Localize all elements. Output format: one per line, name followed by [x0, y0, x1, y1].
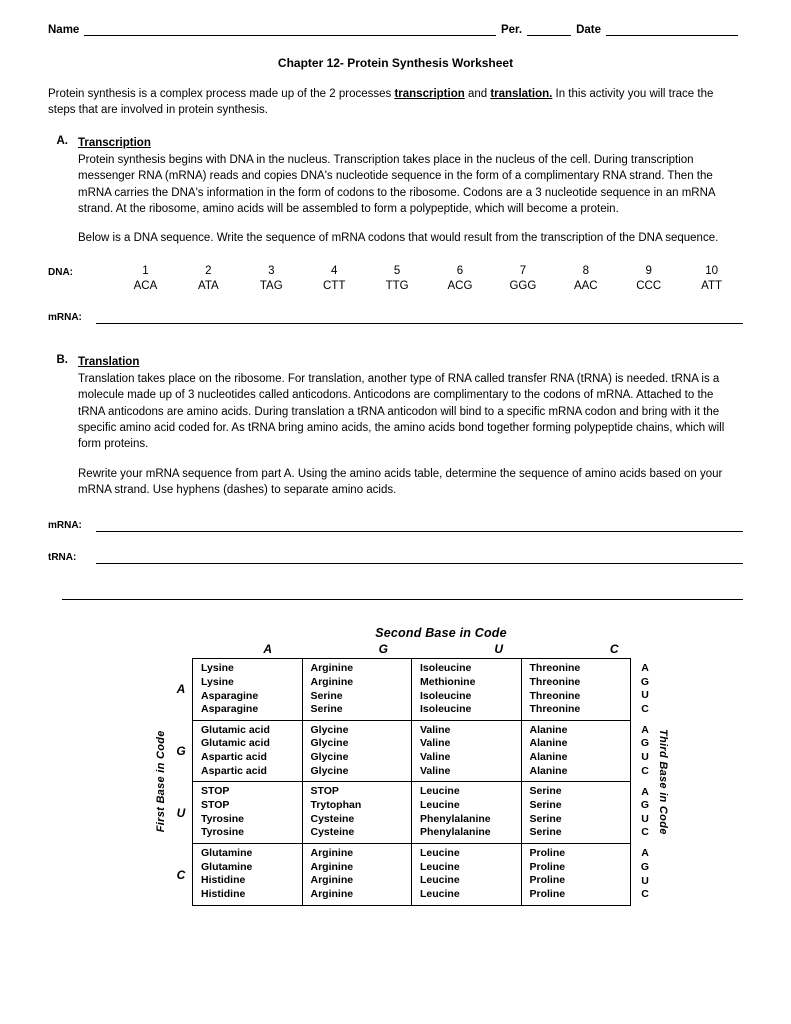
- amino-acid: Cysteine: [310, 826, 355, 839]
- amino-acid: Arginine: [310, 860, 354, 873]
- codon-row-group: [193, 844, 630, 905]
- dna-number: 10: [705, 264, 718, 277]
- amino-acid: Aspartic acid: [201, 764, 267, 777]
- amino-acid: Serine: [529, 826, 562, 839]
- dna-number: 9: [645, 264, 652, 277]
- amino-acid: Threonine: [529, 675, 581, 688]
- amino-acid: Leucine: [420, 860, 460, 873]
- third-base-letter: G: [640, 799, 650, 812]
- intro-conjunction: and: [464, 88, 491, 100]
- column-header: U: [494, 642, 504, 657]
- amino-acid: Serine: [310, 703, 343, 716]
- dna-codon: CTT: [322, 279, 346, 292]
- dna-number: 1: [142, 264, 149, 277]
- amino-acid: Asparagine: [201, 703, 259, 716]
- amino-acid: Serine: [529, 799, 562, 812]
- date-write-line[interactable]: [606, 24, 738, 36]
- dna-column: [303, 265, 366, 292]
- third-base-group: [636, 720, 654, 782]
- amino-acid: Serine: [529, 812, 562, 825]
- third-base-group: [636, 844, 654, 906]
- amino-acid: Arginine: [310, 662, 354, 675]
- dna-column: [177, 265, 240, 292]
- term-translation: translation.: [490, 88, 553, 100]
- section-translation: [48, 354, 743, 499]
- dna-column: [491, 265, 554, 292]
- third-base-letter: G: [640, 675, 650, 688]
- amino-acid: STOP: [310, 785, 339, 798]
- section-a-letter: A.: [56, 134, 68, 147]
- dna-column: [240, 265, 303, 292]
- intro-text-part1: Protein synthesis is a complex process made up of the 2 processes: [48, 88, 395, 100]
- amino-acid: Alanine: [529, 723, 568, 736]
- date-label: Date: [576, 24, 601, 36]
- codon-grid: [192, 658, 631, 905]
- amino-acid: Trytophan: [310, 799, 362, 812]
- third-base-group: [636, 782, 654, 844]
- amino-acid: Alanine: [529, 764, 568, 777]
- codon-cell: [303, 721, 413, 782]
- column-header: C: [609, 642, 619, 657]
- amino-acid: Isoleucine: [420, 703, 472, 716]
- dna-codon: ATT: [701, 279, 723, 292]
- mrna-write-line-a[interactable]: [96, 310, 743, 324]
- amino-acid: Glutamine: [201, 860, 253, 873]
- dna-sequence-block: [48, 265, 743, 292]
- header-row: [48, 24, 743, 36]
- amino-acid: Valine: [420, 737, 451, 750]
- amino-acid: STOP: [201, 799, 230, 812]
- amino-acid: Threonine: [529, 662, 581, 675]
- codon-cell: [193, 782, 303, 843]
- third-base-letter: U: [641, 750, 649, 763]
- amino-acid-codon-chart: [48, 626, 743, 946]
- codon-cell: [193, 844, 303, 905]
- amino-acid: Cysteine: [310, 812, 355, 825]
- amino-acid: Phenylalanine: [420, 812, 491, 825]
- third-base-letter: U: [641, 689, 649, 702]
- second-base-title: Second Base in Code: [375, 626, 507, 641]
- third-base-letter: A: [641, 723, 649, 736]
- amino-acid: Threonine: [529, 703, 581, 716]
- section-transcription: [48, 135, 743, 247]
- amino-acid: Glutamic acid: [201, 737, 270, 750]
- amino-acid: Glycine: [310, 723, 349, 736]
- third-base-letter: U: [641, 874, 649, 887]
- amino-acid: Isoleucine: [420, 662, 472, 675]
- amino-acid: Histidine: [201, 887, 246, 900]
- amino-acid: Tyrosine: [201, 826, 244, 839]
- codon-cell: [522, 659, 631, 720]
- first-base-letter: C: [176, 867, 186, 882]
- dna-columns: [96, 265, 743, 292]
- column-header: A: [263, 642, 273, 657]
- amino-acid: Arginine: [310, 846, 354, 859]
- codon-cell: [193, 659, 303, 720]
- amino-acid: Arginine: [310, 887, 354, 900]
- amino-acid: Alanine: [529, 737, 568, 750]
- dna-number: 2: [205, 264, 212, 277]
- amino-acid: Glycine: [310, 764, 349, 777]
- amino-acid: Tyrosine: [201, 812, 244, 825]
- dna-codon: ATA: [198, 279, 219, 292]
- third-base-letter: U: [641, 812, 649, 825]
- amino-acid: Serine: [529, 785, 562, 798]
- amino-acid: Alanine: [529, 751, 568, 764]
- codon-row-group: [193, 659, 630, 721]
- dna-codon: TAG: [259, 279, 283, 292]
- amino-acid: Histidine: [201, 874, 246, 887]
- dna-number: 3: [268, 264, 275, 277]
- amino-acid: Leucine: [420, 799, 460, 812]
- codon-cell: [412, 782, 522, 843]
- amino-acid: Leucine: [420, 785, 460, 798]
- amino-acid: Lysine: [201, 675, 234, 688]
- codon-cell: [303, 782, 413, 843]
- amino-acid: Leucine: [420, 874, 460, 887]
- codon-cell: [522, 721, 631, 782]
- codon-cell: [303, 844, 413, 905]
- first-base-letter: U: [176, 805, 186, 820]
- amino-acid: Valine: [420, 751, 451, 764]
- section-b-letter: B.: [56, 353, 68, 366]
- first-base-letter: A: [176, 682, 186, 697]
- section-a-paragraph-1: Protein synthesis begins with DNA in the nucleus. Transcription takes place in the nucleus of the cell. During transcription messenger RNA (mRNA) reads and copies DNA's nucleotide sequence in the form of a complimentary RNA strand. Then the mRNA carries the DNA's information in the form of codons to the ribosome. Codons are a 3 nucleotide sequence in an mRNA strand. At the ribosome, amino acids will be assembled to form a polypeptide, which will become a protein.: [78, 153, 715, 215]
- mrna-label-b: mRNA:: [48, 520, 82, 532]
- third-base-title: Third Base in Code: [657, 729, 669, 835]
- extra-write-line[interactable]: [62, 586, 743, 600]
- amino-acid: Threonine: [529, 689, 581, 702]
- codon-cell: [193, 721, 303, 782]
- trna-write-line[interactable]: [96, 550, 743, 564]
- dna-codon: AAC: [573, 279, 598, 292]
- dna-column: [114, 265, 177, 292]
- amino-acid: Arginine: [310, 675, 354, 688]
- amino-acid: Proline: [529, 846, 566, 859]
- period-label: Per.: [500, 24, 523, 36]
- amino-acid: Proline: [529, 887, 566, 900]
- third-base-group: [636, 658, 654, 720]
- amino-acid: Isoleucine: [420, 689, 472, 702]
- amino-acid: Valine: [420, 764, 451, 777]
- second-base-column-headers: [210, 642, 672, 656]
- dna-label: DNA:: [48, 266, 73, 278]
- third-base-letter: A: [641, 661, 649, 674]
- amino-acid: Glutamic acid: [201, 723, 270, 736]
- name-label: Name: [48, 24, 80, 36]
- column-header: G: [378, 642, 388, 657]
- first-base-title: First Base in Code: [155, 730, 167, 833]
- term-transcription: transcription: [394, 88, 465, 100]
- mrna-write-line-b[interactable]: [96, 518, 743, 532]
- codon-cell: [412, 844, 522, 905]
- third-base-letter: A: [641, 847, 649, 860]
- section-b-heading: Translation: [78, 355, 140, 368]
- first-base-letters: [170, 658, 192, 905]
- dna-column: [366, 265, 429, 292]
- codon-chart-main: [152, 658, 672, 905]
- dna-codon: GGG: [509, 279, 537, 292]
- third-base-letter: A: [641, 785, 649, 798]
- section-a-body: [78, 135, 743, 247]
- dna-column: [429, 265, 492, 292]
- amino-acid: Leucine: [420, 846, 460, 859]
- codon-cell: [303, 659, 413, 720]
- section-b-paragraph-2: Rewrite your mRNA sequence from part A. Using the amino acids table, determine the sequence of amino acids based on your mRNA strand. Use hyphens (dashes) to separate amino acids.: [78, 467, 723, 496]
- codon-chart-inner: [152, 626, 672, 905]
- amino-acid: Serine: [310, 689, 343, 702]
- dna-codon: ACA: [133, 279, 158, 292]
- page-title: Chapter 12- Protein Synthesis Worksheet: [277, 56, 514, 70]
- codon-row-group: [193, 782, 630, 844]
- name-write-line[interactable]: [84, 24, 496, 36]
- period-write-line[interactable]: [527, 24, 571, 36]
- intro-text-part2: In this activity you will trace the steps that are involved in protein synthesis.: [48, 88, 714, 117]
- first-base-letter: G: [176, 743, 186, 758]
- dna-column: [554, 265, 617, 292]
- dna-codon: ACG: [447, 279, 473, 292]
- dna-column: [680, 265, 743, 292]
- section-b-body: [78, 354, 743, 499]
- amino-acid: Methionine: [420, 675, 476, 688]
- third-base-letter: G: [640, 860, 650, 873]
- codon-cell: [412, 721, 522, 782]
- third-base-letter: C: [641, 888, 649, 901]
- codon-cell: [412, 659, 522, 720]
- amino-acid: Glutamine: [201, 846, 253, 859]
- dna-number: 5: [393, 264, 401, 277]
- section-b-paragraph-1: Translation takes place on the ribosome. For translation, another type of RNA called transfer RNA (tRNA) is needed. tRNA is a molecule made up of 3 nucleotides called anticodons. Anticodons are complimentary to the codons of mRNA. Attached to the tRNA anticodons are amino acids. During translation a tRNA anticodon will bind to a specific mRNA codon and bring with it the specific amino acid coded for. As tRNA bring amino acids, the amino acids bond together forming polypeptide chains, which will form proteins.: [78, 372, 725, 451]
- third-base-letter: G: [640, 737, 650, 750]
- intro-paragraph: [48, 86, 743, 119]
- dna-column: [617, 265, 680, 292]
- mrna-answer-row-b: [48, 518, 743, 532]
- third-base-letter: C: [641, 826, 649, 839]
- section-a-paragraph-2: Below is a DNA sequence. Write the sequence of mRNA codons that would result from the transcription of the DNA sequence.: [78, 232, 719, 245]
- dna-number: 7: [519, 264, 527, 277]
- third-base-letter: C: [641, 764, 649, 777]
- codon-row-group: [193, 721, 630, 783]
- amino-acid: Proline: [529, 860, 566, 873]
- amino-acid: Leucine: [420, 887, 460, 900]
- amino-acid: STOP: [201, 785, 230, 798]
- mrna-answer-row-a: [48, 310, 743, 324]
- amino-acid: Phenylalanine: [420, 826, 491, 839]
- section-a-heading: Transcription: [78, 136, 151, 149]
- amino-acid: Glycine: [310, 751, 349, 764]
- dna-codon: CCC: [636, 279, 662, 292]
- codon-cell: [522, 782, 631, 843]
- amino-acid: Glycine: [310, 737, 349, 750]
- codon-cell: [522, 844, 631, 905]
- third-base-letter: C: [641, 702, 649, 715]
- trna-label: tRNA:: [48, 552, 77, 564]
- amino-acid: Lysine: [201, 662, 234, 675]
- dna-codon: TTG: [385, 279, 409, 292]
- dna-number: 6: [456, 264, 464, 277]
- amino-acid: Aspartic acid: [201, 751, 267, 764]
- dna-number: 8: [582, 264, 589, 277]
- third-base-letters: [636, 658, 654, 905]
- amino-acid: Arginine: [310, 874, 354, 887]
- trna-answer-row: [48, 550, 743, 564]
- dna-number: 4: [330, 264, 338, 277]
- amino-acid: Valine: [420, 723, 451, 736]
- amino-acid: Proline: [529, 874, 566, 887]
- mrna-label-a: mRNA:: [48, 311, 82, 323]
- amino-acid: Asparagine: [201, 689, 259, 702]
